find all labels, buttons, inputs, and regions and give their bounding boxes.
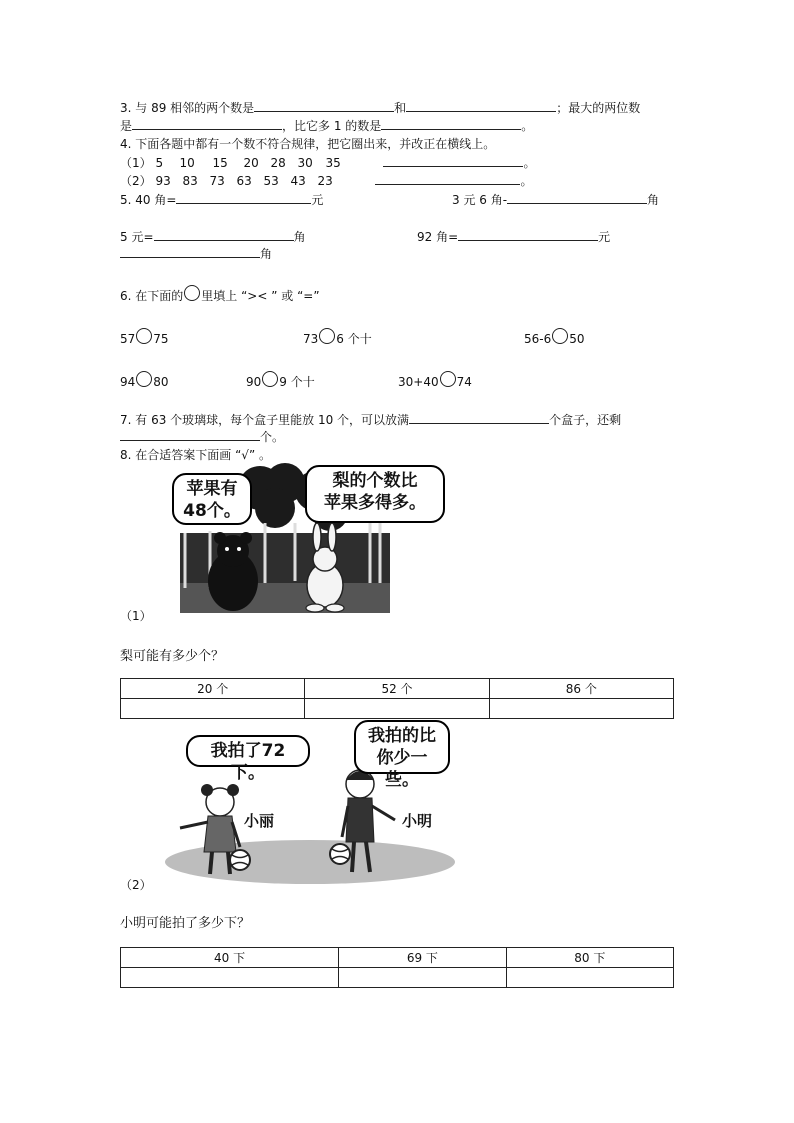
answer-circle[interactable] xyxy=(319,328,335,344)
q4-row1-numbers[interactable] xyxy=(155,156,383,170)
q7-line1 xyxy=(120,410,621,428)
answer-table-1 xyxy=(120,678,674,719)
q4-number[interactable]: 23 xyxy=(317,174,333,188)
answer-cell[interactable] xyxy=(506,968,673,988)
circle-icon xyxy=(184,285,200,301)
q7-text: 个。 xyxy=(260,430,285,444)
q6-left: 94 xyxy=(120,375,136,389)
q6-title xyxy=(120,285,320,304)
q4-number[interactable]: 93 xyxy=(155,174,171,188)
q4-number[interactable]: 10 xyxy=(179,156,195,170)
answer-cell[interactable] xyxy=(489,699,673,719)
q4-blank-1[interactable] xyxy=(383,153,523,167)
q6-left: 90 xyxy=(246,375,262,389)
answer-circle[interactable] xyxy=(136,371,152,387)
q5-item-d xyxy=(417,227,610,245)
q6-left: 73 xyxy=(303,332,319,346)
q3-line2 xyxy=(120,116,533,134)
bubble-text: 梨的个数比 xyxy=(332,471,418,491)
answer-circle[interactable] xyxy=(262,371,278,387)
q4-number[interactable]: 43 xyxy=(290,174,306,188)
answer-circle[interactable] xyxy=(552,328,568,344)
q5-text: 5 元= xyxy=(120,230,154,244)
q7-blank-2[interactable] xyxy=(120,427,260,441)
q5-item-b xyxy=(452,190,659,208)
q3-text: 和 xyxy=(394,101,407,115)
speech-bubble-rabbit xyxy=(305,465,445,523)
q4-number[interactable]: 63 xyxy=(236,174,252,188)
bubble-text: 我拍的比 xyxy=(368,726,436,746)
q5-blank-c[interactable] xyxy=(154,227,294,241)
q6-left: 56-6 xyxy=(524,332,552,346)
speech-bubble-girl xyxy=(186,735,310,783)
q5-unit: 元 xyxy=(311,193,324,207)
q4-title: 4. 下面各题中都有一个数不符合规律，把它圈出来，并改正在横线上。 xyxy=(120,137,496,151)
bubble-text: 你少一些。 xyxy=(376,748,428,790)
q6-right: 9 个十 xyxy=(279,375,315,389)
option-cell: 86 个 xyxy=(489,679,673,699)
q7-line2 xyxy=(120,427,284,445)
q7-text: 7. 有 63 个玻璃球，每个盒子里能放 10 个，可以放满 xyxy=(120,413,410,427)
q5-blank-e[interactable] xyxy=(120,244,260,258)
q8-question-2: 小明可能拍了多少下？ xyxy=(120,916,251,931)
speech-bubble-bear xyxy=(172,473,252,525)
q6-right: 6 个十 xyxy=(336,332,372,346)
q4-blank-2[interactable] xyxy=(375,171,520,185)
q4-number[interactable]: 15 xyxy=(212,156,228,170)
name-label-girl: 小丽 xyxy=(244,812,275,830)
answer-circle[interactable] xyxy=(136,328,152,344)
q4-row-label: （1） xyxy=(120,156,152,170)
q3-blank-4[interactable] xyxy=(381,116,521,130)
answer-cell[interactable] xyxy=(305,699,489,719)
q6-text: 6. 在下面的 xyxy=(120,289,184,303)
q6-right: 74 xyxy=(456,375,472,389)
table-answer-row xyxy=(121,968,674,988)
q6-right: 80 xyxy=(153,375,169,389)
q5-item-c xyxy=(120,227,306,245)
q3-text: 3. 与 89 相邻的两个数是 xyxy=(120,101,255,115)
answer-cell[interactable] xyxy=(339,968,506,988)
q4-row-1 xyxy=(120,153,535,171)
q5-text: 92 角= xyxy=(417,230,459,244)
q5-blank-a[interactable] xyxy=(176,190,311,204)
q5-unit: 角 xyxy=(293,230,306,244)
q5-text: 5. 40 角= xyxy=(120,193,177,207)
q4-number[interactable]: 30 xyxy=(297,156,313,170)
q5-unit: 角 xyxy=(260,247,273,261)
q3-text: 是 xyxy=(120,119,133,133)
option-cell: 20 个 xyxy=(121,679,305,699)
q7-blank-1[interactable] xyxy=(409,410,549,424)
q8-title: 8. 在合适答案下面画 “√” 。 xyxy=(120,448,271,462)
q4-number[interactable]: 28 xyxy=(270,156,286,170)
q3-text: ，比它多 1 的数是 xyxy=(282,119,382,133)
q5-unit: 角 xyxy=(647,193,660,207)
bubble-text: 苹果多得多。 xyxy=(324,493,426,513)
q7-text: 个盒子，还剩 xyxy=(549,413,622,427)
answer-cell[interactable] xyxy=(121,699,305,719)
q4-number[interactable]: 53 xyxy=(263,174,279,188)
q4-text: 。 xyxy=(520,174,533,188)
q4-row-2 xyxy=(120,171,532,189)
q6-left: 57 xyxy=(120,332,136,346)
q8-question-1: 梨可能有多少个？ xyxy=(120,649,225,664)
q4-number[interactable]: 83 xyxy=(182,174,198,188)
table-header-row xyxy=(121,679,674,699)
table-answer-row xyxy=(121,699,674,719)
q3-blank-1[interactable] xyxy=(254,98,394,112)
q6-item xyxy=(120,371,169,389)
q8-label-2: （2） xyxy=(120,878,152,892)
q3-blank-3[interactable] xyxy=(132,116,282,130)
table-header-row xyxy=(121,948,674,968)
option-cell: 80 下 xyxy=(506,948,673,968)
q8-label-1: （1） xyxy=(120,609,152,623)
option-cell: 52 个 xyxy=(305,679,489,699)
speech-bubble-boy xyxy=(354,720,450,790)
q6-right: 75 xyxy=(153,332,169,346)
q6-left: 30+40 xyxy=(398,375,439,389)
q5-text: 3 元 6 角- xyxy=(452,193,508,207)
q6-item xyxy=(303,328,372,347)
q6-right: 50 xyxy=(569,332,585,346)
q4-number[interactable]: 73 xyxy=(209,174,225,188)
answer-circle[interactable] xyxy=(440,371,456,387)
bubble-text: 48个。 xyxy=(183,501,241,521)
bubble-text: 我拍了72下。 xyxy=(210,741,286,783)
q6-item xyxy=(398,371,472,389)
q3-blank-2[interactable] xyxy=(406,98,556,112)
option-cell: 40 下 xyxy=(121,948,339,968)
q3-text: ；最大的两位数 xyxy=(556,101,641,115)
answer-cell[interactable] xyxy=(121,968,339,988)
q3-line1 xyxy=(120,98,640,116)
q5-item-a xyxy=(120,190,323,208)
q4-row2-numbers[interactable] xyxy=(155,174,375,188)
q4-number[interactable]: 35 xyxy=(325,156,341,170)
q3-text: 。 xyxy=(521,119,534,133)
q4-number[interactable]: 5 xyxy=(155,156,164,170)
q6-item xyxy=(524,328,585,346)
bubble-text: 苹果有 xyxy=(186,479,238,499)
q6-item xyxy=(120,328,169,346)
answer-table-2 xyxy=(120,947,674,988)
q5-item-e xyxy=(120,244,272,262)
q5-blank-d[interactable] xyxy=(458,227,598,241)
q5-unit: 元 xyxy=(598,230,611,244)
q6-item xyxy=(246,371,315,390)
q4-number[interactable]: 20 xyxy=(243,156,259,170)
q4-text: 。 xyxy=(523,156,536,170)
q6-text: 里填上 “>< ” 或 “=” xyxy=(201,289,320,303)
q4-row-label: （2） xyxy=(120,174,152,188)
q5-blank-b[interactable] xyxy=(507,190,647,204)
name-label-boy: 小明 xyxy=(402,812,433,830)
option-cell: 69 下 xyxy=(339,948,506,968)
